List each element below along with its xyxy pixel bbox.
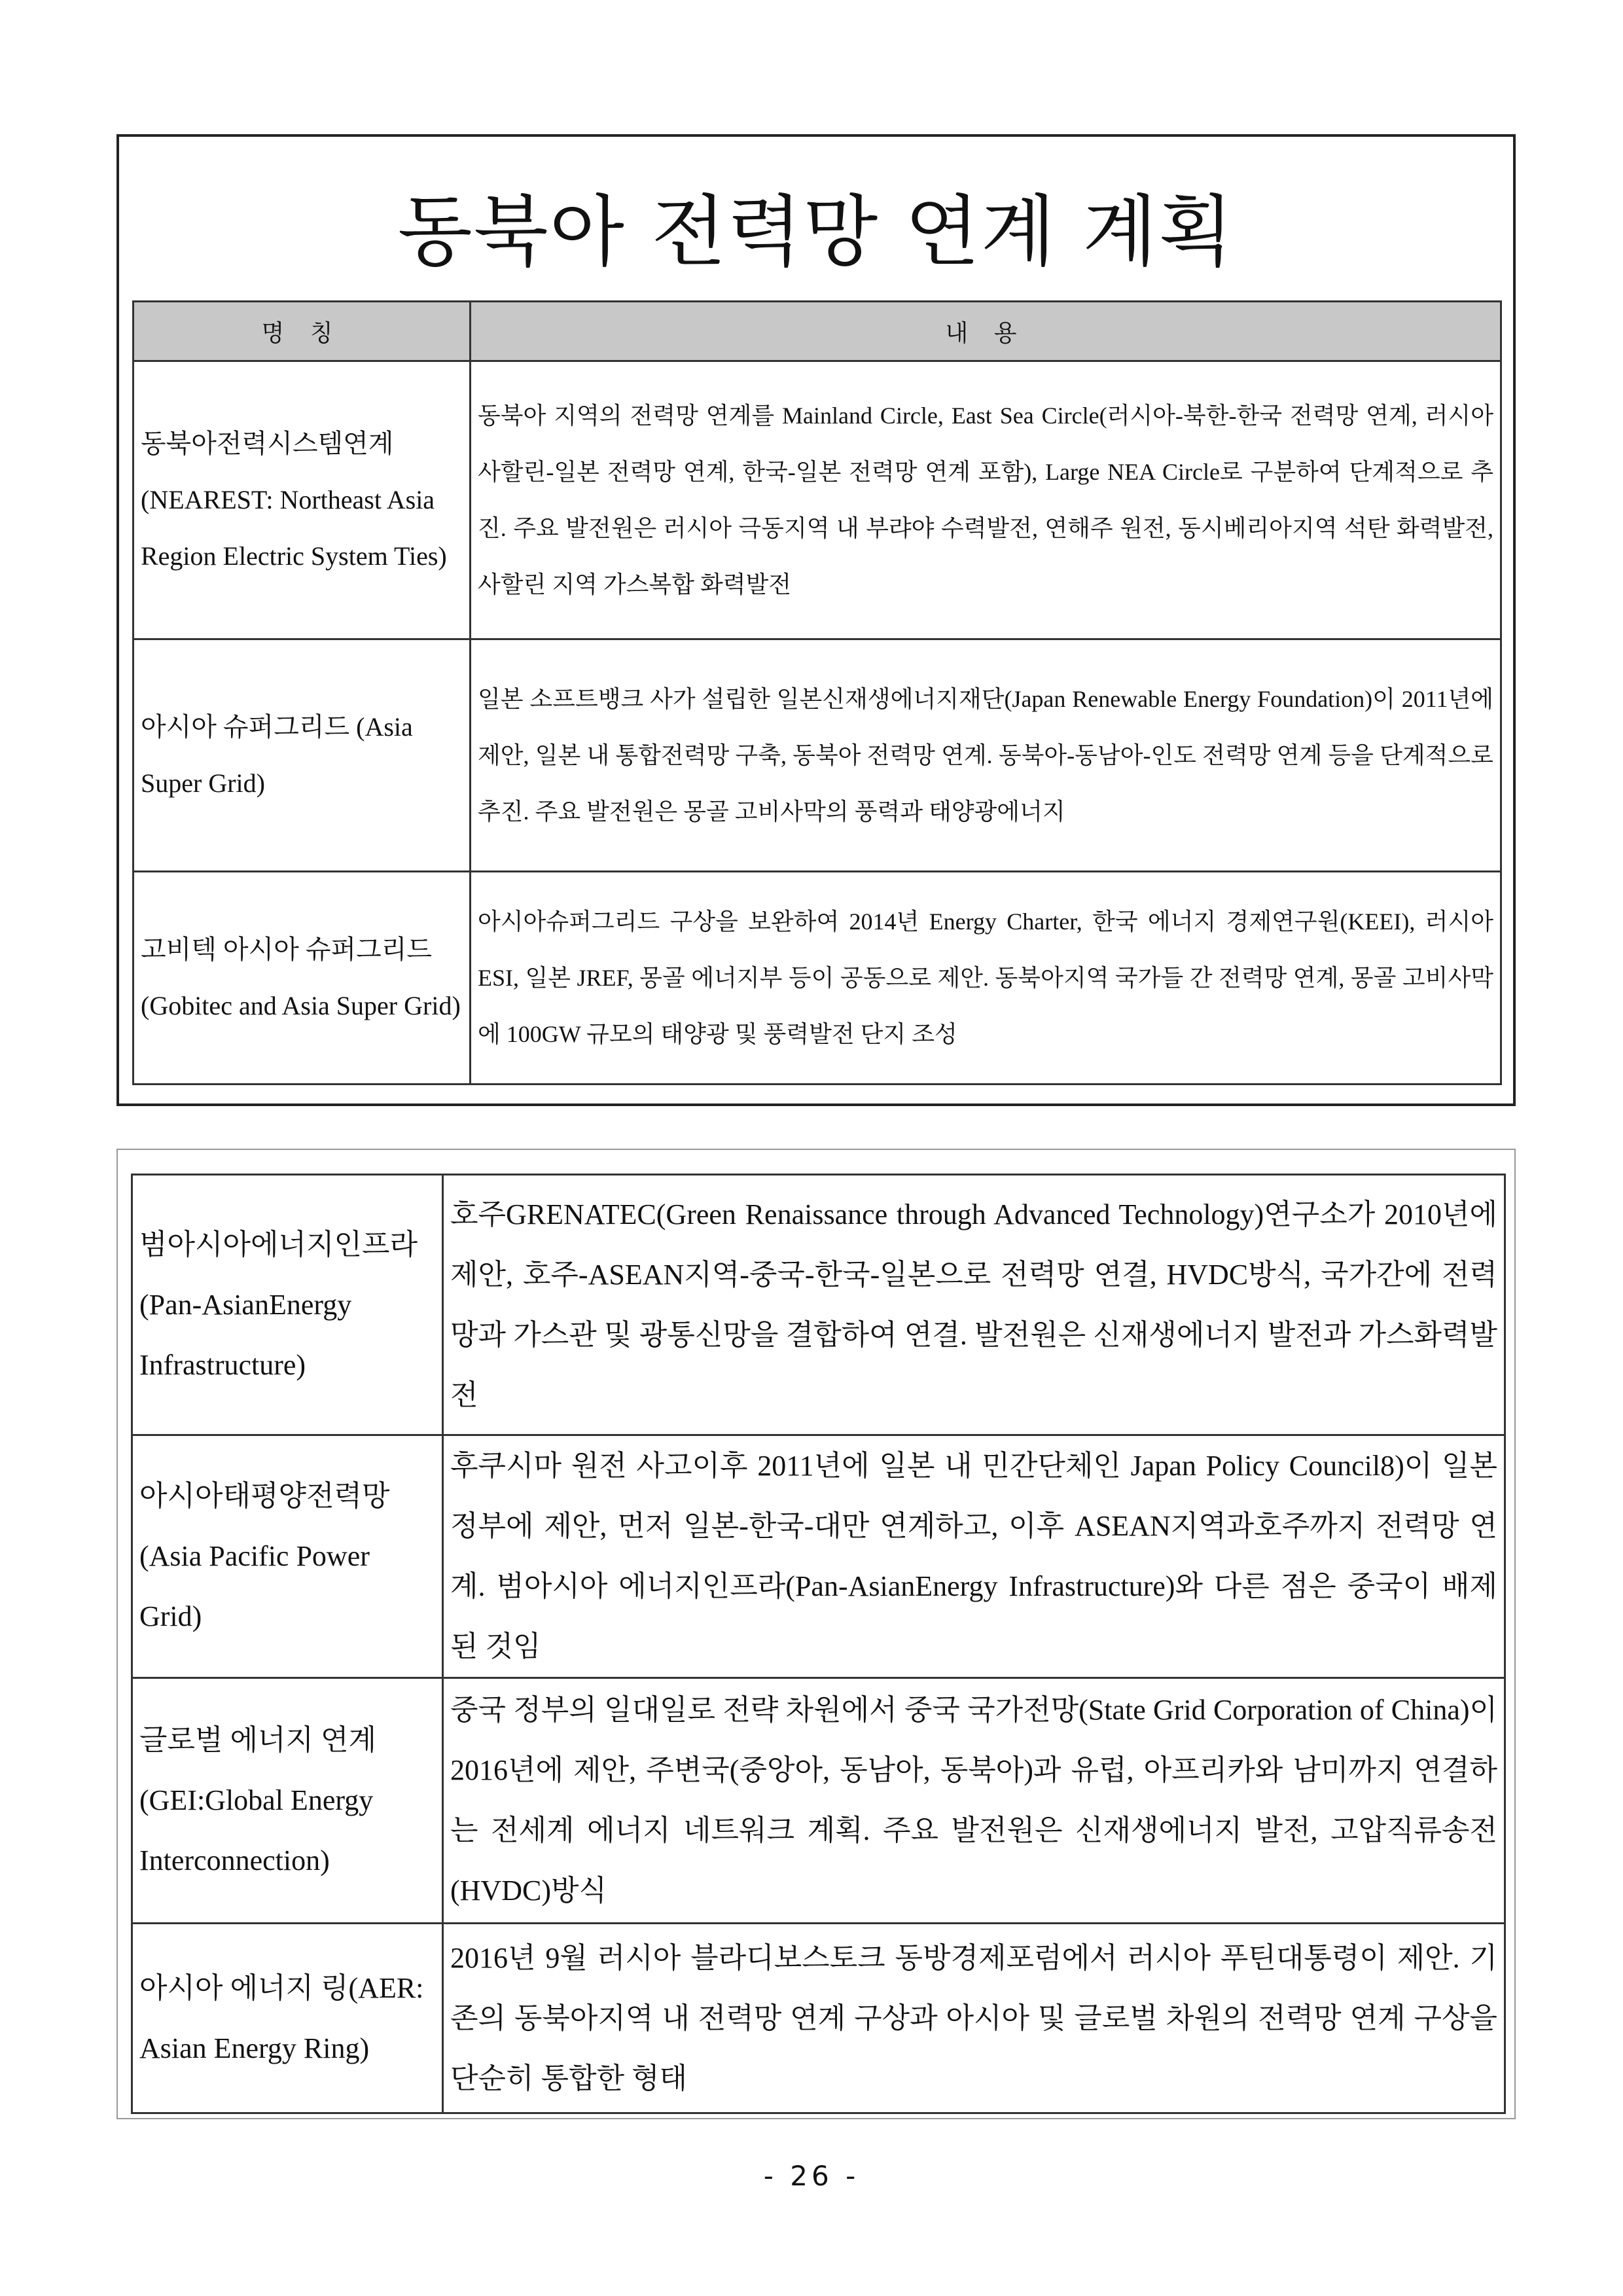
table-row bbox=[132, 1678, 1505, 1924]
table-row bbox=[132, 1435, 1505, 1678]
row-name: 범아시아에너지인프라 (Pan-AsianEnergy Infrastructure) bbox=[132, 1175, 443, 1435]
row-name: 고비텍 아시아 슈퍼그리드 (Gobitec and Asia Super Grid) bbox=[134, 872, 471, 1085]
table-row bbox=[134, 361, 1501, 639]
row-desc: 2016년 9월 러시아 블라디보스토크 동방경제포럼에서 러시아 푸틴대통령이 제안. 기존의 동북아지역 내 전력망 연계 구상과 아시아 및 글로벌 차원의 전력망 연계 구상을 단순히 통합한 형태 bbox=[443, 1924, 1505, 2113]
table-row bbox=[134, 639, 1501, 872]
plan-table-2 bbox=[131, 1174, 1506, 2114]
plan-box-continued bbox=[116, 1149, 1516, 2119]
row-desc: 후쿠시마 원전 사고이후 2011년에 일본 내 민간단체인 Japan Policy Council8)이 일본정부에 제안, 먼저 일본-한국-대만 연계하고, 이후 ASEAN지역과호주까지 전력망 연계. 범아시아 에너지인프라(Pan-AsianEnergy Infrastructure)와 다른 점은 중국이 배제된 것임 bbox=[443, 1435, 1505, 1678]
row-desc: 아시아슈퍼그리드 구상을 보완하여 2014년 Energy Charter, 한국 에너지 경제연구원(KEEI), 러시아 ESI, 일본 JREF, 몽골 에너지부 등이 공동으로 제안. 동북아지역 국가들 간 전력망 연계, 몽골 고비사막에 100GW 규모의 태양광 및 풍력발전 단지 조성 bbox=[471, 872, 1501, 1085]
table-row bbox=[134, 872, 1501, 1085]
plan-box bbox=[116, 134, 1516, 1106]
row-name: 글로벌 에너지 연계 (GEI:Global Energy Interconnection) bbox=[132, 1678, 443, 1924]
plan-table-1 bbox=[132, 300, 1502, 1085]
table-row bbox=[132, 1924, 1505, 2113]
row-desc: 동북아 지역의 전력망 연계를 Mainland Circle, East Sea Circle(러시아-북한-한국 전력망 연계, 러시아 사할린-일본 전력망 연계, 한국-일본 전력망 연계 포함), Large NEA Circle로 구분하여 단계적으로 추진. 주요 발전원은 러시아 극동지역 내 부랴야 수력발전, 연해주 원전, 동시베리아지역 석탄 화력발전, 사할린 지역 가스복합 화력발전 bbox=[471, 361, 1501, 639]
header-name: 명 칭 bbox=[134, 302, 471, 361]
table-row bbox=[132, 1175, 1505, 1435]
row-name: 동북아전력시스템연계 (NEAREST: Northeast Asia Region Electric System Ties) bbox=[134, 361, 471, 639]
row-desc: 일본 소프트뱅크 사가 설립한 일본신재생에너지재단(Japan Renewable Energy Foundation)이 2011년에 제안, 일본 내 통합전력망 구축, 동북아 전력망 연계. 동북아-동남아-인도 전력망 연계 등을 단계적으로 추진. 주요 발전원은 몽골 고비사막의 풍력과 태양광에너지 bbox=[471, 639, 1501, 872]
page-title: 동북아 전력망 연계 계획 bbox=[397, 187, 1235, 277]
row-name: 아시아 슈퍼그리드 (Asia Super Grid) bbox=[134, 639, 471, 872]
row-name: 아시아태평양전력망 (Asia Pacific Power Grid) bbox=[132, 1435, 443, 1678]
row-name: 아시아 에너지 링(AER: Asian Energy Ring) bbox=[132, 1924, 443, 2113]
row-desc: 중국 정부의 일대일로 전략 차원에서 중국 국가전망(State Grid Corporation of China)이 2016년에 제안, 주변국(중앙아, 동남아, 동북아)과 유럽, 아프리카와 남미까지 연결하는 전세계 에너지 네트워크 계획. 주요 발전원은 신재생에너지 발전, 고압직류송전(HVDC)방식 bbox=[443, 1678, 1505, 1924]
table-header-row bbox=[134, 302, 1501, 361]
page-number: - 26 - bbox=[763, 2160, 860, 2192]
header-content: 내 용 bbox=[471, 302, 1501, 361]
row-desc: 호주GRENATEC(Green Renaissance through Advanced Technology)연구소가 2010년에 제안, 호주-ASEAN지역-중국-한국-일본으로 전력망 연결, HVDC방식, 국가간에 전력망과 가스관 및 광통신망을 결합하여 연결. 발전원은 신재생에너지 발전과 가스화력발전 bbox=[443, 1175, 1505, 1435]
